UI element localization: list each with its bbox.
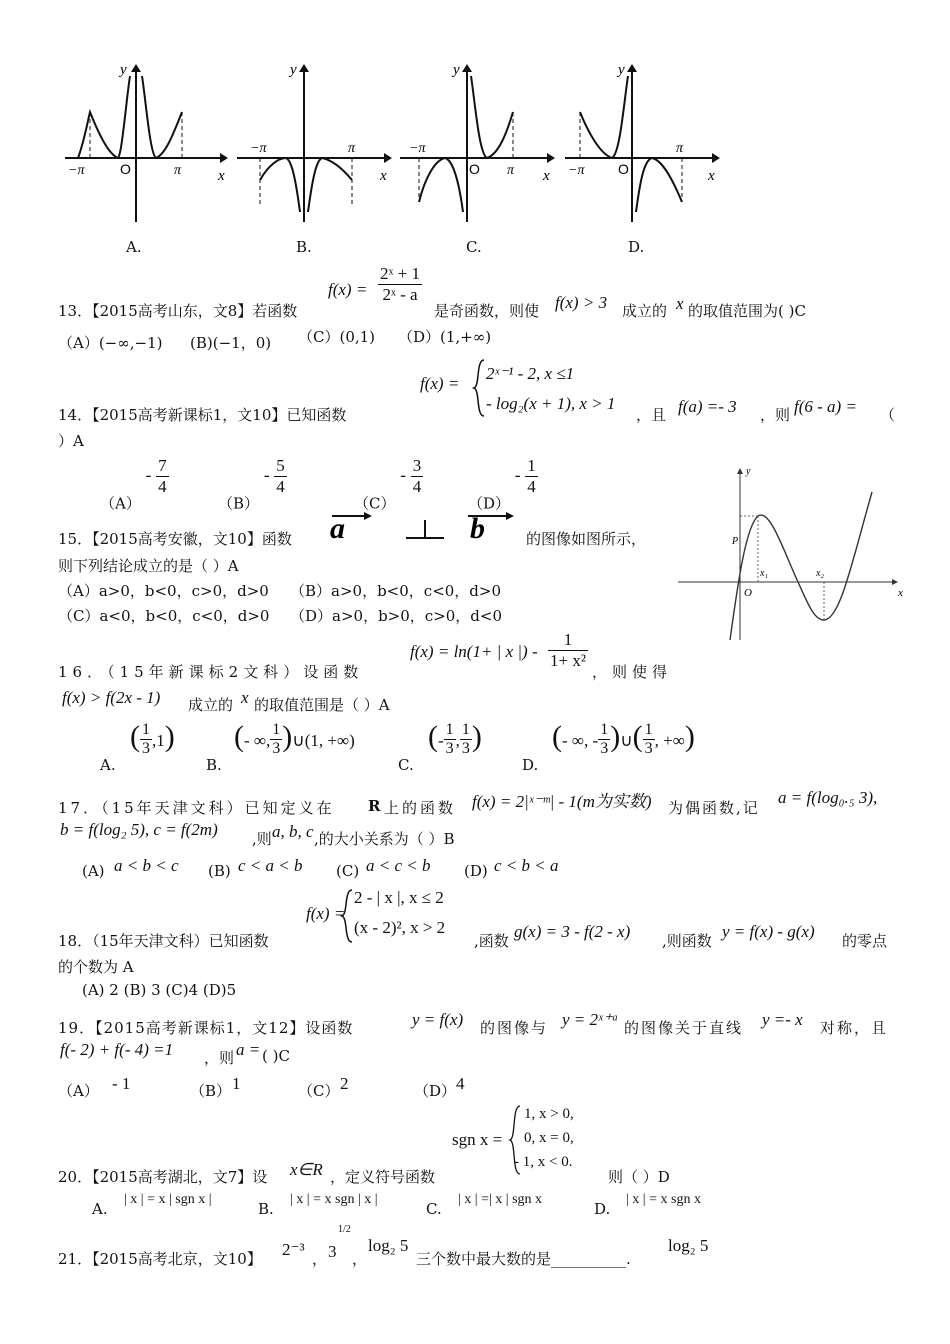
q17-opt-c: a < c < b bbox=[366, 856, 431, 875]
q16-tail2: 成立的 bbox=[188, 696, 234, 714]
q21-tail: 三个数中最大数的是__________. bbox=[416, 1250, 631, 1268]
svg-text:x: x bbox=[708, 168, 715, 184]
q21-v2-base: 3 bbox=[328, 1242, 337, 1261]
q14-piece1: 2ˣ⁻¹ - 2, x ≤1 bbox=[486, 364, 575, 383]
q14-mid2: ，则 bbox=[760, 406, 791, 424]
q13-tail2: 的取值范围为( )C bbox=[688, 302, 806, 320]
q17-func: f(x) = 2|ˣ⁻ᵐ| - 1(m为实数) bbox=[472, 792, 652, 811]
q20-sgn-lhs: sgn x = bbox=[452, 1130, 503, 1149]
q20-opt-d-label: D. bbox=[594, 1200, 611, 1218]
q17-opt-b-label: (B) bbox=[208, 862, 231, 880]
q18-tail: 的零点 bbox=[842, 932, 888, 950]
q19-opt-d: 4 bbox=[456, 1074, 465, 1093]
q16-opt-d-label: D. bbox=[522, 756, 539, 774]
q21-v1: 2⁻³ bbox=[282, 1240, 305, 1259]
q17-line2c: ,的大小关系为（ ）B bbox=[314, 830, 455, 848]
q13-opt-a: （A）(−∞,−1) bbox=[58, 334, 163, 352]
q18-mid: ,函数 bbox=[474, 932, 509, 950]
q16-head: 16．（15年新课标2文科）设函数 bbox=[58, 663, 364, 681]
q20-mid: ，定义符号函数 bbox=[330, 1168, 436, 1186]
q21-answer: log₂ 5 bbox=[668, 1236, 709, 1255]
svg-text:π: π bbox=[348, 141, 356, 156]
q19-opt-c-label: （C） bbox=[298, 1082, 340, 1100]
q16-opt-a-expr: ( $\frac{1}{3}$ ,1) bbox=[130, 720, 175, 757]
q19-opt-a: - 1 bbox=[112, 1074, 131, 1093]
svg-text:y: y bbox=[618, 62, 625, 78]
graph-option-b bbox=[232, 62, 402, 232]
q20-opt-a-label: A. bbox=[92, 1200, 108, 1218]
q17-line2: b = f(log₂ 5), c = f(2m) bbox=[60, 820, 218, 839]
q17-opt-c-label: (C) bbox=[336, 862, 360, 880]
q16-tail3: 的取值范围是（ ）A bbox=[254, 696, 390, 714]
q13-func-lhs: f(x) = bbox=[328, 280, 368, 299]
q18-line2: 的个数为 A bbox=[58, 958, 134, 976]
svg-text:O: O bbox=[120, 161, 131, 177]
svg-text:y: y bbox=[290, 62, 297, 78]
svg-text:y: y bbox=[746, 466, 751, 477]
svg-text:y: y bbox=[453, 62, 460, 78]
q13-opt-c: （C）(0,1) bbox=[298, 328, 376, 346]
q20-opt-c-label: C. bbox=[426, 1200, 442, 1218]
svg-text:O: O bbox=[618, 161, 629, 177]
q15-cubic-graph bbox=[674, 462, 906, 644]
q17-mid2: 为偶函数,记 bbox=[668, 799, 760, 817]
q21-sep2: ， bbox=[352, 1250, 368, 1268]
svg-text:π: π bbox=[676, 141, 684, 156]
q19-f1: y = f(x) bbox=[412, 1010, 464, 1029]
q21-v3: log₂ 5 bbox=[368, 1236, 409, 1255]
caption-d: D. bbox=[628, 238, 645, 256]
q17-mid: 上的函数 bbox=[384, 799, 457, 817]
q19-opt-b: 1 bbox=[232, 1074, 241, 1093]
q17-abc: a, b, c bbox=[272, 822, 314, 841]
q16-func: f(x) = ln(1+ | x |) - bbox=[410, 642, 538, 661]
q14-cond: f(a) =- 3 bbox=[678, 397, 737, 416]
svg-text:x₂: x₂ bbox=[816, 568, 824, 579]
svg-text:π: π bbox=[174, 163, 182, 178]
q18-piece1: 2 - | x |, x ≤ 2 bbox=[354, 888, 444, 907]
q17-opt-d: c < b < a bbox=[494, 856, 559, 875]
q20-opt-b-label: B. bbox=[258, 1200, 274, 1218]
q15-tail: 的图像如图所示， bbox=[526, 530, 647, 548]
q14-brace bbox=[472, 358, 486, 418]
graph-option-d bbox=[560, 62, 730, 232]
q14-opt-d: （D） - $\frac{1}{4}$ bbox=[468, 456, 536, 513]
q13-var: x bbox=[676, 294, 684, 313]
svg-text:−π: −π bbox=[68, 163, 85, 178]
svg-text:x: x bbox=[898, 587, 903, 599]
q20-piece2: 0, x = 0, bbox=[524, 1130, 574, 1146]
q14-piece2: - log₂(x + 1), x > 1 bbox=[486, 394, 616, 413]
q13-fraction: $\frac{\text{2ˣ + 1}}{\text{2ˣ - a}}$ bbox=[380, 264, 421, 304]
q14-answer: ）A bbox=[58, 432, 84, 450]
q14-mid: ，且 bbox=[636, 406, 667, 424]
svg-text:−π: −π bbox=[409, 141, 426, 156]
graph-option-c bbox=[395, 62, 565, 232]
q20-set: x∈R bbox=[290, 1160, 323, 1179]
q15-head: 15．【2015高考安徽，文10】函数 bbox=[58, 530, 292, 548]
q13-mid: 是奇函数，则使 bbox=[434, 302, 540, 320]
q19-tail2: ，则 bbox=[204, 1049, 235, 1067]
q16-opt-c-label: C. bbox=[398, 756, 414, 774]
q19-mid: 的图像与 bbox=[480, 1019, 549, 1037]
q13-opt-b: (B)(−1，0) bbox=[190, 334, 272, 352]
q19-cond: f(- 2) + f(- 4) =1 bbox=[60, 1040, 174, 1059]
svg-text:P: P bbox=[732, 536, 739, 547]
q19-head: 19．【2015高考新课标1，文12】设函数 bbox=[58, 1019, 354, 1037]
q17-opt-b: c < a < b bbox=[238, 856, 303, 875]
q14-head: 14．【2015高考新课标1，文10】已知函数 bbox=[58, 406, 347, 424]
q18-g: g(x) = 3 - f(2 - x) bbox=[514, 922, 631, 941]
q13-head: 13．【2015高考山东，文8】若函数 bbox=[58, 302, 298, 320]
q17-a-def: a = f(log₀.₅ 3), bbox=[778, 788, 878, 807]
q19-f2: y = 2ˣ⁺ᵃ bbox=[562, 1010, 619, 1029]
q15-opt-d: （D）a>0，b>0，c>0，d<0 bbox=[290, 607, 503, 625]
q16-var: x bbox=[241, 688, 249, 707]
caption-c: C. bbox=[466, 238, 482, 256]
q16-fraction: $\frac{1}{\text{1+ x²}}$ bbox=[550, 630, 586, 670]
q15-opt-b: （B）a>0，b<0，c<0，d>0 bbox=[290, 582, 502, 600]
q19-opt-d-label: （D） bbox=[414, 1082, 457, 1100]
q19-tail: 对称，且 bbox=[820, 1019, 889, 1037]
svg-text:b: b bbox=[470, 512, 485, 544]
q19-answer: ( )C bbox=[262, 1047, 290, 1065]
svg-text:O: O bbox=[469, 161, 480, 177]
svg-text:x: x bbox=[380, 168, 387, 184]
q19-opt-b-label: （B） bbox=[190, 1082, 232, 1100]
q21-v2-exp: 1/2 bbox=[338, 1224, 351, 1235]
q14-paren: （ bbox=[880, 406, 896, 424]
q18-head: 18．（15年天津文科）已知函数 bbox=[58, 932, 269, 950]
q17-head: 17．（15年天津文科）已知定义在 bbox=[58, 799, 335, 817]
q16-opt-b-expr: (- ∞, $\frac{1}{3}$ )∪(1, +∞) bbox=[234, 720, 355, 757]
q18-opts: (A) 2 (B) 3 (C)4 (D)5 bbox=[82, 981, 237, 999]
q16-tail: ，则使得 bbox=[592, 663, 673, 681]
svg-text:x₁: x₁ bbox=[760, 568, 768, 579]
caption-a: A. bbox=[126, 238, 142, 256]
svg-text:−π: −π bbox=[250, 141, 267, 156]
q20-head: 20．【2015高考湖北，文7】设 bbox=[58, 1168, 268, 1186]
q15-formula-image bbox=[326, 508, 526, 544]
q16-opt-c-expr: (- $\frac{1}{3}$ , $\frac{1}{3}$ ) bbox=[428, 720, 482, 757]
q20-opt-a: | x | = x | sgn x | bbox=[124, 1192, 212, 1207]
q19-mid2: 的图像关于直线 bbox=[624, 1019, 744, 1037]
q16-opt-d-expr: (- ∞, - $\frac{1}{3}$ )∪( $\frac{1}{3}$ , +∞) bbox=[552, 720, 695, 757]
q16-opt-b-label: B. bbox=[206, 756, 222, 774]
q20-piece1: 1, x > 0, bbox=[524, 1106, 574, 1122]
q19-opt-a-label: （A） bbox=[58, 1082, 99, 1100]
q13-opt-d: （D）(1,+∞) bbox=[398, 328, 492, 346]
q16-cond: f(x) > f(2x - 1) bbox=[62, 688, 161, 707]
svg-text:π: π bbox=[507, 163, 515, 178]
caption-b: B. bbox=[296, 238, 312, 256]
q17-opt-d-label: (D) bbox=[464, 862, 488, 880]
svg-text:a: a bbox=[330, 512, 345, 544]
q21-sep1: ， bbox=[312, 1250, 328, 1268]
q14-opt-b: （B） - $\frac{5}{4}$ bbox=[218, 456, 285, 513]
svg-text:−π: −π bbox=[568, 163, 585, 178]
q19-a: a = bbox=[236, 1040, 261, 1059]
q20-opt-b: | x | = x sgn | x | bbox=[290, 1192, 378, 1207]
q20-opt-c: | x | =| x | sgn x bbox=[458, 1192, 543, 1207]
q17-opt-a-label: (A) bbox=[82, 862, 105, 880]
q18-brace bbox=[340, 888, 354, 944]
q15-opt-c: （C）a<0，b<0，c<0，d>0 bbox=[58, 607, 270, 625]
q17-R: R bbox=[368, 797, 381, 815]
q18-mid2: ,则函数 bbox=[662, 932, 712, 950]
q18-y: y = f(x) - g(x) bbox=[722, 922, 815, 941]
svg-text:x: x bbox=[543, 168, 550, 184]
q13-tail: 成立的 bbox=[622, 302, 668, 320]
q19-line: y =- x bbox=[762, 1010, 803, 1029]
q16-opt-a-label: A. bbox=[100, 756, 116, 774]
q21-head: 21．【2015高考北京，文10】 bbox=[58, 1250, 262, 1268]
q14-opt-c: （C） - $\frac{3}{4}$ bbox=[354, 456, 422, 513]
q15-line2: 则下列结论成立的是（ ）A bbox=[58, 557, 239, 575]
q14-opt-a: （A） - $\frac{7}{4}$ bbox=[100, 456, 167, 513]
svg-text:x: x bbox=[218, 168, 225, 184]
q14-ask: f(6 - a) = bbox=[794, 397, 857, 416]
q13-cond: f(x) > 3 bbox=[555, 293, 608, 312]
q14-func-lhs: f(x) = bbox=[420, 374, 460, 393]
q20-tail: 则（ ）D bbox=[608, 1168, 670, 1186]
q20-opt-d: | x | = x sgn x bbox=[626, 1192, 701, 1207]
q20-piece3: - 1, x < 0. bbox=[514, 1154, 573, 1170]
q15-opt-a: （A）a>0，b<0，c>0，d>0 bbox=[58, 582, 269, 600]
graph-option-a bbox=[60, 62, 240, 232]
q17-opt-a: a < b < c bbox=[114, 856, 179, 875]
svg-text:O: O bbox=[744, 587, 752, 599]
q18-piece2: (x - 2)², x > 2 bbox=[354, 918, 446, 937]
q19-opt-c: 2 bbox=[340, 1074, 349, 1093]
y-axis-label: y bbox=[120, 62, 127, 78]
q17-line2b: ,则 bbox=[252, 830, 272, 848]
q18-func-lhs: f(x) = bbox=[306, 904, 346, 923]
